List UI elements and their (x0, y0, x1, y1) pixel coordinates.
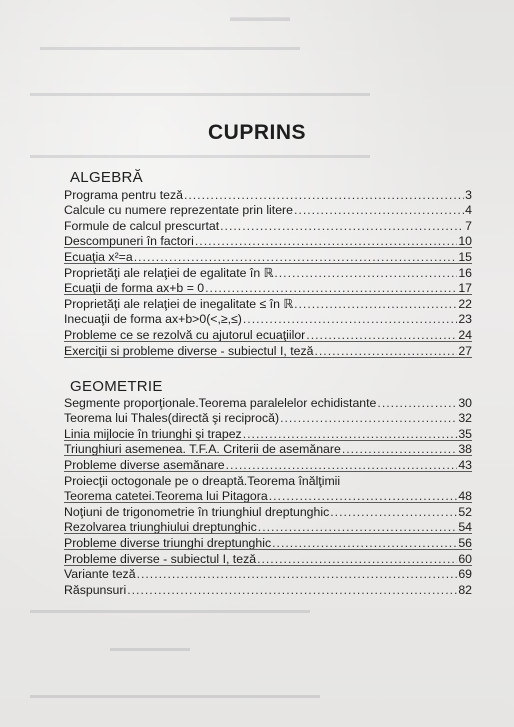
dot-leader (274, 266, 457, 280)
toc-entry-label: Triunghiuri asemenea. T.F.A. Criterii de asemănare (64, 442, 341, 457)
toc-entry-page: 30 (458, 395, 472, 410)
toc-entry-page: 82 (458, 582, 472, 597)
section-heading-algebra: ALGEBRĂ (70, 169, 143, 186)
toc-entry-page: 52 (458, 504, 472, 519)
dot-leader (137, 567, 458, 581)
toc-entry-label: Descompuneri în factori (64, 234, 194, 249)
toc-entry-page: 23 (458, 312, 472, 327)
dot-leader (330, 505, 457, 519)
toc-list-geometrie (64, 394, 472, 597)
toc-entry[interactable] (64, 425, 472, 441)
toc-entry[interactable] (64, 410, 472, 426)
toc-entry-page: 4 (465, 203, 472, 218)
toc-entry-label: Ecuaţia x²=a (64, 249, 133, 264)
toc-entry[interactable] (64, 280, 472, 296)
toc-entry-label: Proiecţii octogonale pe o dreaptă.Teorema înălţimii (64, 473, 341, 488)
toc-entry-page: 32 (458, 411, 472, 426)
toc-entry[interactable] (64, 566, 472, 582)
toc-entry-label: Răspunsuri (64, 582, 127, 597)
bleed-through-text: ▬▬▬▬▬▬▬▬▬▬▬▬▬▬▬▬▬▬▬▬▬▬▬▬▬▬▬▬▬▬▬▬▬▬ (30, 88, 370, 99)
toc-entry[interactable] (64, 186, 472, 202)
toc-entry-label: Probleme diverse triunghi dreptunghic (64, 535, 272, 550)
toc-entry-page: 10 (458, 234, 472, 249)
dot-leader (220, 219, 464, 233)
toc-entry-page: 69 (458, 567, 472, 582)
dot-leader (195, 234, 457, 248)
toc-entry[interactable] (64, 233, 472, 249)
toc-entry[interactable] (64, 394, 472, 410)
toc-entry-page: 3 (465, 187, 472, 202)
toc-entry-label: Linia mijlocie în triunghi şi trapez (64, 426, 242, 441)
toc-entry[interactable] (64, 202, 472, 218)
toc-entry-label: Inecuaţii de forma ax+b>0(<,≥,≤) (64, 312, 242, 327)
toc-entry[interactable] (64, 311, 472, 327)
bleed-through-text: ▬▬▬▬▬▬▬▬▬▬▬▬▬▬▬▬▬▬▬▬▬▬▬▬▬▬▬▬▬ (30, 690, 320, 701)
toc-entry-page: 22 (458, 296, 472, 311)
toc-entry[interactable] (64, 534, 472, 550)
toc-entry[interactable] (64, 503, 472, 519)
toc-entry-label: Proprietăţi ale relaţiei de inegalitate ≤ în ℝ (64, 296, 294, 311)
dot-leader (269, 489, 458, 503)
toc-entry[interactable] (64, 519, 472, 535)
toc-entry-label: Programa pentru teză (64, 187, 183, 202)
toc-entry-page: 27 (458, 343, 472, 358)
toc-entry-page: 7 (465, 218, 472, 233)
bleed-through-text: ▬▬▬▬▬▬▬▬▬▬▬▬▬▬▬▬▬▬▬▬▬▬▬▬▬▬▬▬ (30, 605, 310, 616)
toc-entry-label: Variante teză (64, 567, 136, 582)
toc-entry-label: Rezolvarea triunghiului dreptunghic (64, 520, 257, 535)
bleed-through-text: ▬▬▬▬▬▬▬▬▬▬▬▬▬▬▬▬▬▬▬▬▬▬▬▬▬▬ (40, 42, 300, 53)
toc-entry-label: Noţiuni de trigonometrie în triunghiul dreptunghic (64, 504, 330, 519)
toc-entry-label: Formule de calcul prescurtat (64, 218, 220, 233)
toc-entry-page: 38 (458, 442, 472, 457)
toc-entry[interactable] (64, 441, 472, 457)
dot-leader (314, 344, 457, 358)
dot-leader (258, 520, 458, 534)
dot-leader (294, 203, 464, 217)
toc-entry-label: Segmente proporţionale.Teorema paralelelor echidistante (64, 395, 377, 410)
dot-leader (294, 297, 457, 311)
toc-entry-label: Probleme ce se rezolvă cu ajutorul ecuaţiilor (64, 327, 306, 342)
toc-entry[interactable] (64, 488, 472, 504)
toc-entry[interactable] (64, 326, 472, 342)
toc-entry-page: 17 (458, 281, 472, 296)
toc-entry[interactable] (64, 472, 472, 488)
toc-list-algebra (64, 186, 472, 358)
dot-leader (257, 552, 457, 566)
toc-entry-label: Calcule cu numere reprezentate prin litere (64, 203, 293, 218)
toc-entry-label: Exerciţii si probleme diverse - subiectul I, teză (64, 343, 314, 358)
toc-entry-label: Teorema catetei.Teorema lui Pitagora (64, 489, 268, 504)
dot-leader (272, 536, 457, 550)
page-title: CUPRINS (207, 121, 306, 144)
dot-leader (342, 442, 458, 456)
dot-leader (377, 396, 457, 410)
toc-entry[interactable] (64, 581, 472, 597)
toc-entry-page: 24 (458, 327, 472, 342)
toc-entry[interactable] (64, 295, 472, 311)
toc-entry-label: Proprietăţi ale relaţiei de egalitate în ℝ (64, 265, 274, 280)
toc-entry[interactable] (64, 217, 472, 233)
toc-entry-page: 60 (458, 551, 472, 566)
toc-entry-label: Teorema lui Thales(directă şi reciprocă) (64, 411, 280, 426)
dot-leader (280, 411, 457, 425)
toc-entry-label: Probleme diverse asemănare (64, 457, 225, 472)
toc-entry-label: Ecuaţii de forma ax+b = 0 (64, 281, 205, 296)
toc-entry-page: 56 (458, 535, 472, 550)
dot-leader (243, 427, 458, 441)
toc-entry-page: 48 (458, 489, 472, 504)
dot-leader (243, 312, 457, 326)
bleed-through-text: ▬▬▬▬▬▬▬▬ (110, 643, 190, 654)
toc-entry[interactable] (64, 342, 472, 358)
dot-leader (134, 250, 458, 264)
toc-entry-page: 54 (458, 520, 472, 535)
dot-leader (306, 328, 457, 342)
dot-leader (226, 458, 458, 472)
toc-entry[interactable] (64, 550, 472, 566)
toc-entry-label: Probleme diverse - subiectul I, teză (64, 551, 257, 566)
toc-entry[interactable] (64, 456, 472, 472)
dot-leader (127, 583, 457, 597)
toc-entry[interactable] (64, 248, 472, 264)
toc-entry-page: 16 (458, 265, 472, 280)
toc-entry-page: 15 (458, 249, 472, 264)
toc-entry-page: 43 (458, 457, 472, 472)
toc-entry[interactable] (64, 264, 472, 280)
bleed-through-text: ▬▬▬▬▬ (230, 10, 290, 24)
section-heading-geometrie: GEOMETRIE (70, 378, 163, 395)
bleed-through-text: ▬▬▬▬▬▬▬▬▬▬▬▬▬▬▬▬▬▬▬▬▬▬▬▬▬▬▬▬▬▬▬▬▬▬ (30, 150, 370, 161)
toc-entry-page: 35 (458, 426, 472, 441)
dot-leader (205, 281, 457, 295)
dot-leader (184, 188, 464, 202)
